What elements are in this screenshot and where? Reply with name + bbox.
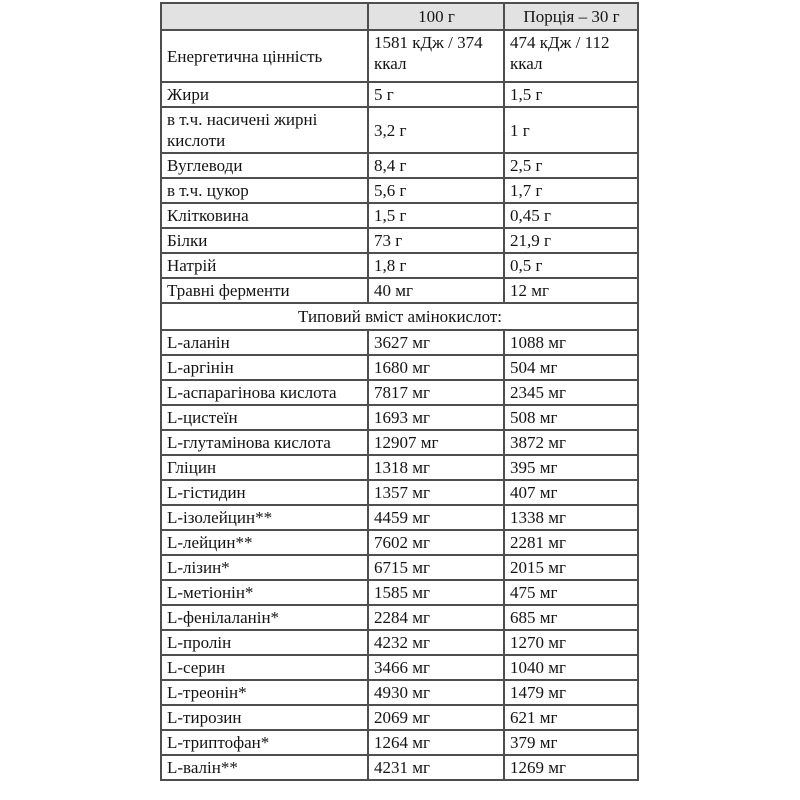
table-row-fat [161,82,638,107]
row-label: L-тирозин [161,705,368,730]
value-per-portion: 475 мг [504,580,638,605]
value-per-100g: 1,5 г [368,203,504,228]
row-label: L-аланін [161,330,368,355]
table-row-saturated-fat [161,107,638,153]
header-per-100g: 100 г [368,3,504,30]
value-per-100g: 7817 мг [368,380,504,405]
value-per-100g: 2069 мг [368,705,504,730]
table-row-phenylalanine [161,605,638,630]
row-label: Енергетична цінність [161,30,368,82]
value-per-portion: 3872 мг [504,430,638,455]
row-label: в т.ч. насичені жирні кислоти [161,107,368,153]
table-row-fiber [161,203,638,228]
table-row-proline [161,630,638,655]
value-per-portion: 1,7 г [504,178,638,203]
table-row-glutamic-acid [161,430,638,455]
value-per-portion: 2015 мг [504,555,638,580]
row-label: L-аспарагінова кислота [161,380,368,405]
value-per-portion: 1,5 г [504,82,638,107]
value-per-portion: 1270 мг [504,630,638,655]
value-per-100g: 1,8 г [368,253,504,278]
row-label: L-аргінін [161,355,368,380]
value-per-100g: 3,2 г [368,107,504,153]
value-per-100g: 2284 мг [368,605,504,630]
value-per-100g: 1581 кДж / 374 ккал [368,30,504,82]
value-per-portion: 621 мг [504,705,638,730]
value-per-100g: 6715 мг [368,555,504,580]
table-row-carbs [161,153,638,178]
value-per-portion: 0,45 г [504,203,638,228]
value-per-100g: 7602 мг [368,530,504,555]
row-label: L-лізин* [161,555,368,580]
row-label: L-валін** [161,755,368,780]
value-per-portion: 2,5 г [504,153,638,178]
row-label: Гліцин [161,455,368,480]
header-empty-cell [161,3,368,30]
row-label: L-пролін [161,630,368,655]
value-per-portion: 685 мг [504,605,638,630]
value-per-portion: 504 мг [504,355,638,380]
section-title: Типовий вміст амінокислот: [161,303,638,330]
nutrition-table [160,2,639,781]
row-label: Клітковина [161,203,368,228]
value-per-portion: 1088 мг [504,330,638,355]
value-per-100g: 40 мг [368,278,504,303]
row-label: L-фенілаланін* [161,605,368,630]
value-per-100g: 12907 мг [368,430,504,455]
value-per-100g: 4231 мг [368,755,504,780]
value-per-portion: 379 мг [504,730,638,755]
table-row-methionine [161,580,638,605]
value-per-portion: 1040 мг [504,655,638,680]
table-header-row [161,3,638,30]
row-label: Травні ферменти [161,278,368,303]
row-label: Натрій [161,253,368,278]
value-per-100g: 8,4 г [368,153,504,178]
value-per-portion: 1 г [504,107,638,153]
value-per-portion: 12 мг [504,278,638,303]
amino-acids-section-header [161,303,638,330]
row-label: Жири [161,82,368,107]
table-row-cysteine [161,405,638,430]
table-row-tyrosine [161,705,638,730]
row-label: L-метіонін* [161,580,368,605]
table-row-aspartic-acid [161,380,638,405]
value-per-100g: 1693 мг [368,405,504,430]
value-per-100g: 4930 мг [368,680,504,705]
table-row-alanine [161,330,638,355]
table-row-glycine [161,455,638,480]
value-per-100g: 4459 мг [368,505,504,530]
table-row-sugar [161,178,638,203]
value-per-100g: 73 г [368,228,504,253]
value-per-portion: 0,5 г [504,253,638,278]
value-per-100g: 1680 мг [368,355,504,380]
value-per-portion: 1269 мг [504,755,638,780]
value-per-100g: 1357 мг [368,480,504,505]
value-per-100g: 1264 мг [368,730,504,755]
value-per-100g: 3466 мг [368,655,504,680]
value-per-portion: 21,9 г [504,228,638,253]
value-per-portion: 474 кДж / 112 ккал [504,30,638,82]
table-row-valine [161,755,638,780]
table-row-sodium [161,253,638,278]
table-row-arginine [161,355,638,380]
value-per-100g: 1318 мг [368,455,504,480]
value-per-portion: 508 мг [504,405,638,430]
row-label: L-цистеїн [161,405,368,430]
table-row-histidine [161,480,638,505]
value-per-portion: 1479 мг [504,680,638,705]
value-per-portion: 2345 мг [504,380,638,405]
table-row-tryptophan [161,730,638,755]
value-per-100g: 5 г [368,82,504,107]
header-portion-30g: Порція – 30 г [504,3,638,30]
value-per-portion: 407 мг [504,480,638,505]
table-row-protein [161,228,638,253]
value-per-portion: 1338 мг [504,505,638,530]
value-per-portion: 395 мг [504,455,638,480]
row-label: L-гістидин [161,480,368,505]
value-per-portion: 2281 мг [504,530,638,555]
row-label: Вуглеводи [161,153,368,178]
table-row-isoleucine [161,505,638,530]
row-label: L-серин [161,655,368,680]
table-row-serine [161,655,638,680]
value-per-100g: 1585 мг [368,580,504,605]
row-label: L-треонін* [161,680,368,705]
row-label: L-ізолейцин** [161,505,368,530]
row-label: Білки [161,228,368,253]
nutrition-table-container [160,2,639,781]
table-row-leucine [161,530,638,555]
row-label: L-глутамінова кислота [161,430,368,455]
value-per-100g: 5,6 г [368,178,504,203]
table-row-energy [161,30,638,82]
value-per-100g: 3627 мг [368,330,504,355]
table-row-threonine [161,680,638,705]
row-label: в т.ч. цукор [161,178,368,203]
row-label: L-триптофан* [161,730,368,755]
table-row-lysine [161,555,638,580]
row-label: L-лейцин** [161,530,368,555]
table-row-digestive-enzymes [161,278,638,303]
value-per-100g: 4232 мг [368,630,504,655]
